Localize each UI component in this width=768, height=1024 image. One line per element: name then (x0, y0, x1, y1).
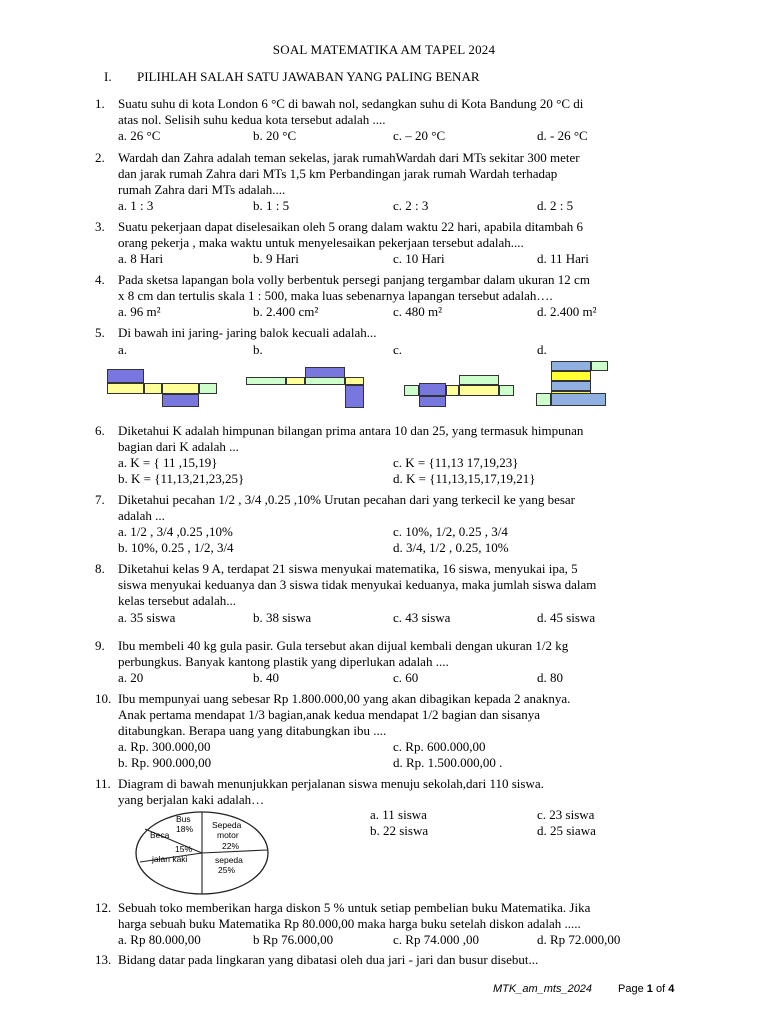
pie-label-motor-2: motor (217, 830, 239, 840)
question-text: Anak pertama mendapat 1/3 bagian,anak kedua mendapat 1/2 bagian dan sisanya (118, 707, 540, 722)
question-number: 4. (95, 272, 105, 287)
footer-page-indicator (618, 982, 674, 997)
question-text: Diketahui K adalah himpunan bilangan prima antara 10 dan 25, yang termasuk himpunan (118, 423, 584, 438)
option-a: a. 20 (118, 670, 144, 685)
option-c: c. 480 m² (393, 304, 443, 319)
page-title: SOAL MATEMATIKA AM TAPEL 2024 (272, 42, 496, 57)
question-number: 12. (95, 900, 112, 915)
option-a: a. 35 siswa (118, 610, 176, 625)
option-a: a. 96 m² (118, 304, 161, 319)
option-b: b. 38 siswa (253, 610, 312, 625)
pie-label-bus-pct: 18% (176, 824, 194, 834)
option-a: a. 8 Hari (118, 251, 164, 266)
section-title: PILIHLAH SALAH SATU JAWABAN YANG PALING BENAR (137, 69, 480, 84)
question-number: 6. (95, 423, 105, 438)
question-text: x 8 cm dan tertulis skala 1 : 500, maka luas sebenarnya lapangan tersebut adalah…. (118, 288, 553, 303)
question-number: 10. (95, 691, 112, 706)
pie-label-sepeda-pct: 25% (218, 865, 236, 875)
option-d: d. 2 : 5 (537, 198, 574, 213)
question-text: ditabungkan. Berapa uang yang ditabungkan ibu .... (118, 723, 387, 738)
option-d: d. (537, 342, 547, 357)
option-d: d. Rp 72.000,00 (537, 932, 621, 947)
option-b: b. 40 (253, 670, 279, 685)
option-d: d. 25 siawa (537, 823, 596, 838)
question-number: 7. (95, 492, 105, 507)
question-number: 13. (95, 952, 112, 967)
question-text: Suatu suhu di kota London 6 °C di bawah nol, sedangkan suhu di Kota Bandung 20 °C di (118, 96, 584, 111)
option-b: b. K = {11,13,21,23,25} (118, 471, 245, 486)
question-number: 9. (95, 638, 105, 653)
option-d: d. K = {11,13,15,17,19,21} (393, 471, 536, 486)
option-d: d. 11 Hari (537, 251, 589, 266)
question-text: Wardah dan Zahra adalah teman sekelas, jarak rumahWardah dari MTs sekitar 300 meter (118, 150, 580, 165)
option-c: c. 60 (393, 670, 419, 685)
option-c: c. (393, 342, 403, 357)
footer-page-number: 1 (646, 983, 653, 995)
option-b: b. 2.400 cm² (253, 304, 319, 319)
question-text: yang berjalan kaki adalah… (118, 792, 265, 807)
question-number: 2. (95, 150, 105, 165)
option-c: c. 10%, 1/2, 0.25 , 3/4 (393, 524, 508, 539)
option-c: c. 2 : 3 (393, 198, 429, 213)
option-a: a. 1/2 , 3/4 ,0.25 ,10% (118, 524, 233, 539)
pie-label-becak: Beca (150, 830, 170, 840)
option-d: d. 3/4, 1/2 , 0.25, 10% (393, 540, 509, 555)
question-text: Diketahui kelas 9 A, terdapat 21 siswa menyukai matematika, 16 siswa, menyukai ipa, 5 (118, 561, 578, 576)
question-text: atas nol. Selisih suhu kedua kota tersebut adalah .... (118, 112, 386, 127)
option-d: d. 45 siswa (537, 610, 596, 625)
option-b: b. 1 : 5 (253, 198, 290, 213)
question-text: kelas tersebut adalah... (118, 593, 237, 608)
question-number: 1. (95, 96, 105, 111)
question-text: Diagram di bawah menunjukkan perjalanan siswa menuju sekolah,dari 110 siswa. (118, 776, 544, 791)
option-b: b. 10%, 0.25 , 1/2, 3/4 (118, 540, 234, 555)
question-text: Suatu pekerjaan dapat diselesaikan oleh 5 orang dalam waktu 22 hari, apabila ditambah 6 (118, 219, 583, 234)
option-a: a. (118, 342, 128, 357)
option-d: d. - 26 °C (537, 128, 588, 143)
option-c: c. Rp. 600.000,00 (393, 739, 486, 754)
option-d: d. Rp. 1.500.000,00 . (393, 755, 503, 770)
question-text: adalah ... (118, 508, 165, 523)
pie-label-jalan-kaki: jalan kaki (152, 854, 188, 864)
option-b: b. 22 siswa (370, 823, 429, 838)
option-c: c. – 20 °C (393, 128, 446, 143)
pie-label-sepeda: sepeda (215, 855, 243, 865)
option-b: b. Rp. 900.000,00 (118, 755, 212, 770)
question-text: dan jarak rumah Zahra dari MTs 1,5 km Perbandingan jarak rumah Wardah terhadap (118, 166, 558, 181)
question-number: 3. (95, 219, 105, 234)
pie-label-becak-pct: 15% (175, 844, 193, 854)
option-a: a. K = { 11 ,15,19} (118, 455, 218, 470)
pie-label-motor-pct: 22% (222, 841, 240, 851)
question-text: siswa menyukai keduanya dan 3 siswa tidak menyukai keduanya, maka jumlah siswa dalam (118, 577, 597, 592)
option-c: c. 23 siswa (537, 807, 595, 822)
option-b: b. 20 °C (253, 128, 297, 143)
option-a: a. 26 °C (118, 128, 161, 143)
footer-of-label: of (655, 983, 666, 995)
question-number: 11. (95, 776, 111, 791)
footer-page-label: Page (618, 983, 644, 995)
question-text: Sebuah toko memberikan harga diskon 5 % untuk setiap pembelian buku Matematika. Jika (118, 900, 591, 915)
option-c: c. 10 Hari (393, 251, 445, 266)
option-c: c. K = {11,13 17,19,23} (393, 455, 519, 470)
option-d: d. 2.400 m² (537, 304, 597, 319)
option-a: a. Rp. 300.000,00 (118, 739, 211, 754)
question-text: Ibu mempunyai uang sebesar Rp 1.800.000,00 yang akan dibagikan kepada 2 anaknya. (118, 691, 571, 706)
question-text: orang pekerja , maka waktu untuk menyelesaikan pekerjaan tersebut adalah.... (118, 235, 524, 250)
transport-pie-diagram (132, 808, 272, 898)
question-text: Pada sketsa lapangan bola volly berbentuk persegi panjang tergambar dalam ukuran 12 cm (118, 272, 590, 287)
question-text: Ibu membeli 40 kg gula pasir. Gula tersebut akan dijual kembali dengan ukuran 1/2 kg (118, 638, 569, 653)
option-d: d. 80 (537, 670, 563, 685)
question-number: 8. (95, 561, 105, 576)
footer-filename: MTK_am_mts_2024 (493, 983, 593, 995)
question-text: rumah Zahra dari MTs adalah.... (118, 182, 286, 197)
option-b: b. 9 Hari (253, 251, 299, 266)
option-c: c. Rp 74.000 ,00 (393, 932, 479, 947)
question-text: harga sebuah buku Matematika Rp 80.000,00 maka harga buku setelah diskon adalah ..... (118, 916, 581, 931)
question-text: Di bawah ini jaring- jaring balok kecuali adalah... (118, 325, 377, 340)
option-b: b Rp 76.000,00 (253, 932, 334, 947)
footer-page-total: 4 (668, 983, 675, 995)
section-number: I. (104, 69, 112, 84)
question-number: 5. (95, 325, 105, 340)
pie-label-motor: Sepeda (212, 820, 242, 830)
option-c: c. 43 siswa (393, 610, 451, 625)
option-a: a. Rp 80.000,00 (118, 932, 201, 947)
question-text: bagian dari K adalah ... (118, 439, 239, 454)
question-text: perbungkus. Banyak kantong plastik yang diperlukan adalah .... (118, 654, 449, 669)
option-b: b. (253, 342, 263, 357)
pie-label-bus: Bus (176, 814, 191, 824)
question-text: Diketahui pecahan 1/2 , 3/4 ,0.25 ,10% Urutan pecahan dari yang terkecil ke yang besar (118, 492, 575, 507)
option-a: a. 11 siswa (370, 807, 427, 822)
question-text: Bidang datar pada lingkaran yang dibatasi oleh dua jari - jari dan busur disebut... (118, 952, 539, 967)
option-a: a. 1 : 3 (118, 198, 154, 213)
